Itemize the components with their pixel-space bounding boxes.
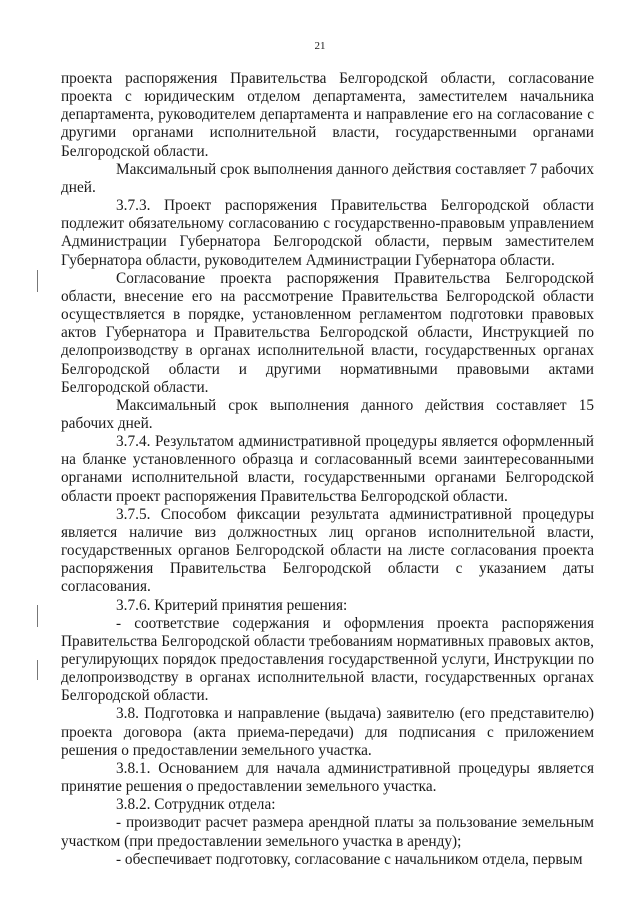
margin-mark (37, 605, 38, 627)
paragraph: - производит расчет размера арендной платы за пользование земельным участком (при предоставлении земельного участка в аренду); (61, 814, 594, 850)
paragraph: 3.8. Подготовка и направление (выдача) заявителю (его представителю) проекта договора (акта приема-передачи) для подписания с приложением решения о предоставлении земельного участка. (61, 705, 594, 759)
paragraph: Максимальный срок выполнения данного действия составляет 15 рабочих дней. (61, 396, 594, 432)
paragraph: 3.7.4. Результатом административной процедуры является оформленный на бланке установленного образца и согласованный всеми заинтересованными органами исполнительной власти, государственными органами Белгородской области проект распоряжения Правительства Белгородской области. (61, 433, 594, 505)
paragraph: Максимальный срок выполнения данного действия составляет 7 рабочих дней. (61, 160, 594, 196)
paragraph: 3.7.3. Проект распоряжения Правительства Белгородской области подлежит обязательному согласованию с государственно-правовым управлением Администрации Губернатора Белгородской области, первым заместителем Губернатора области, руководителем Администрации Губернатора области. (61, 197, 594, 269)
paragraph: - обеспечивает подготовку, согласование с начальником отдела, первым (116, 850, 583, 868)
paragraph: проекта распоряжения Правительства Белгородской области, согласование проекта с юридическим отделом департамента, заместителем начальника департамента, руководителем департамента и направление его на согласование с другими органами исполнительной власти, государственными органами Белгородской области. (61, 70, 594, 160)
paragraph: Согласование проекта распоряжения Правительства Белгородской области, внесение его на рассмотрение Правительства Белгородской области осуществляется в порядке, установленном регламентом подготовки правовых актов Губернатора и Правительства Белгородской области, Инструкцией по делопроизводству в органах исполнительной власти, государственных органах Белгородской области и другими нормативными правовыми актами Белгородской области. (61, 269, 594, 396)
margin-mark (37, 660, 38, 680)
paragraph: 3.7.6. Критерий принятия решения: (116, 596, 348, 614)
margin-mark (37, 270, 38, 292)
paragraph: 3.8.2. Сотрудник отдела: (116, 796, 276, 814)
paragraph: 3.8.1. Основанием для начала административной процедуры является принятие решения о предоставлении земельного участка. (61, 759, 594, 796)
paragraph: 3.7.5. Способом фиксации результата административной процедуры является наличие виз должностных лиц органов исполнительной власти, государственных органов Белгородской области на листе согласования проекта распоряжения Правительства Белгородской области с указанием даты согласования. (61, 505, 594, 596)
page-number: 21 (314, 40, 326, 52)
paragraph: - соответствие содержания и оформления проекта распоряжения Правительства Белгородской области требованиям нормативных правовых актов, регулирующих порядок предоставления государственной услуги, Инструкции по делопроизводству в органах исполнительной власти, государственных органах Белгородской области. (61, 614, 594, 705)
body-text (61, 70, 594, 869)
